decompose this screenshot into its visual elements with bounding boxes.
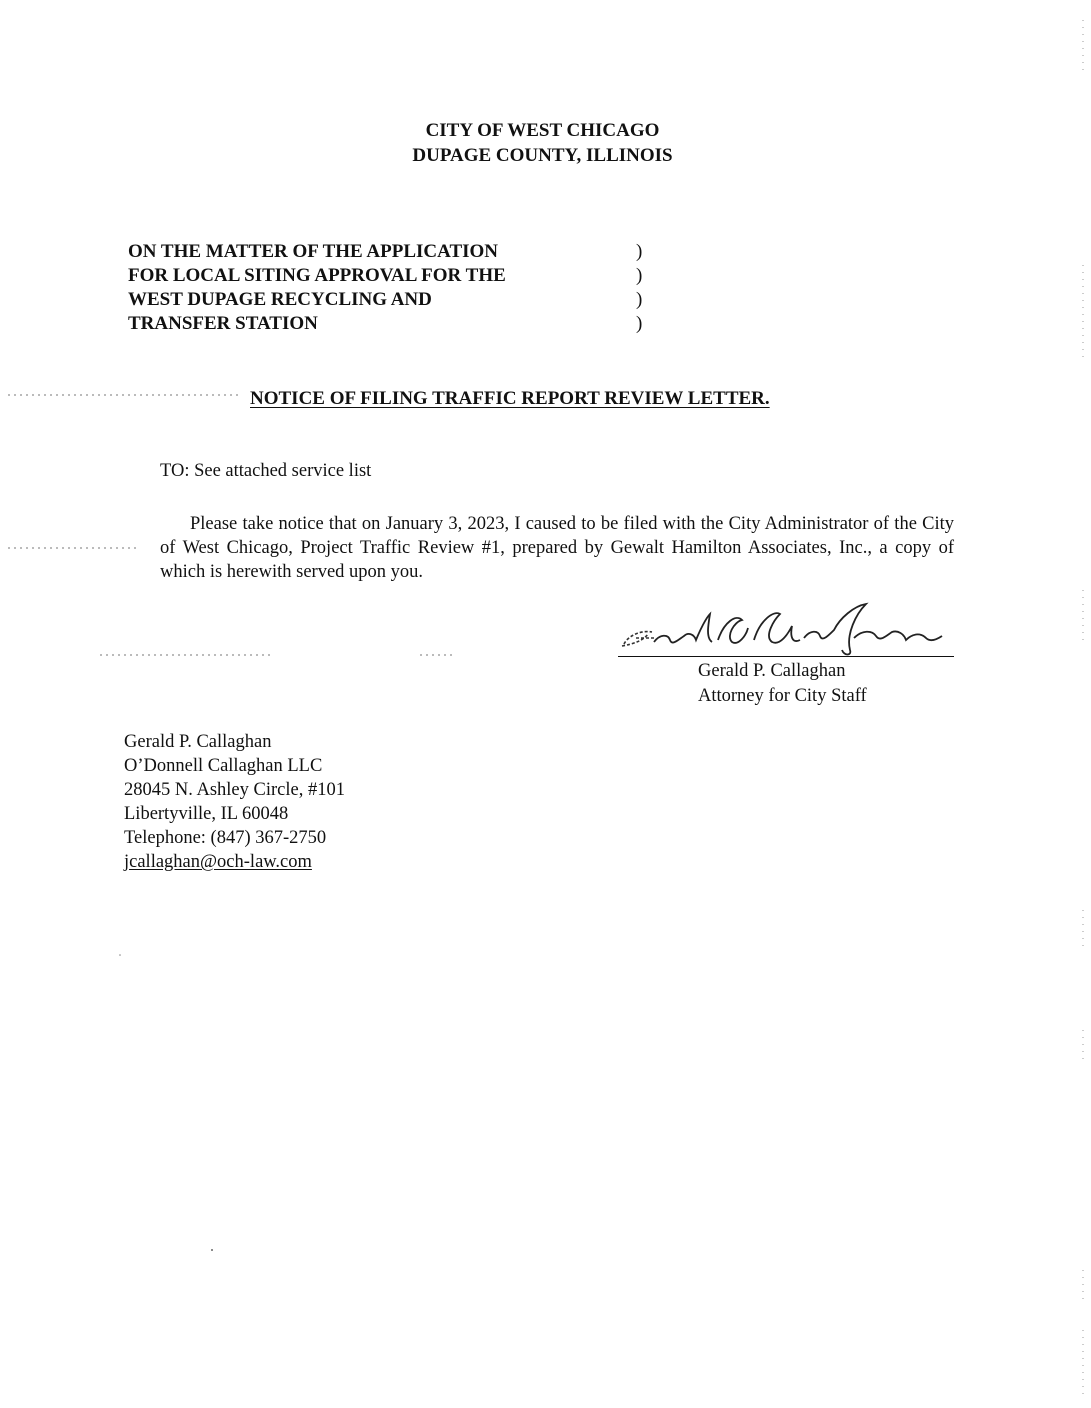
signer-title: Attorney for City Staff bbox=[698, 686, 867, 706]
caption-parentheses bbox=[636, 240, 642, 336]
caption-paren: ) bbox=[636, 265, 643, 286]
notice-title: NOTICE OF FILING TRAFFIC REPORT REVIEW LETTER. bbox=[250, 388, 770, 409]
signature-line bbox=[618, 656, 954, 657]
contact-block bbox=[124, 730, 345, 874]
case-caption bbox=[128, 240, 506, 336]
contact-telephone: Telephone: (847) 367-2750 bbox=[124, 828, 327, 848]
contact-email-link[interactable]: jcallaghan@och-law.com bbox=[124, 852, 312, 872]
contact-address-line1: 28045 N. Ashley Circle, #101 bbox=[124, 780, 345, 800]
contact-firm: O’Donnell Callaghan LLC bbox=[124, 756, 323, 776]
caption-line: TRANSFER STATION bbox=[128, 313, 318, 334]
caption-line: ON THE MATTER OF THE APPLICATION bbox=[128, 241, 499, 262]
contact-name: Gerald P. Callaghan bbox=[124, 732, 272, 752]
caption-line: FOR LOCAL SITING APPROVAL FOR THE bbox=[128, 265, 506, 286]
caption-paren: ) bbox=[636, 241, 643, 262]
document-header bbox=[0, 118, 1085, 168]
header-county: DUPAGE COUNTY, ILLINOIS bbox=[412, 145, 673, 166]
caption-paren: ) bbox=[636, 289, 643, 310]
contact-address-line2: Libertyville, IL 60048 bbox=[124, 804, 289, 824]
signer-name: Gerald P. Callaghan bbox=[698, 661, 846, 681]
notice-body-paragraph: Please take notice that on January 3, 2023, I caused to be filed with the City Administrator of the City of West Chicago, Project Traffic Review #1, prepared by Gewalt Hamilton Associates, Inc., a copy of which is herewith served upon you. bbox=[160, 514, 954, 582]
header-city: CITY OF WEST CHICAGO bbox=[425, 120, 660, 141]
handwritten-signature bbox=[614, 600, 959, 660]
caption-line: WEST DUPAGE RECYCLING AND bbox=[128, 289, 432, 310]
to-line: TO: See attached service list bbox=[160, 461, 372, 481]
caption-paren: ) bbox=[636, 313, 643, 334]
signature-block bbox=[698, 659, 867, 709]
